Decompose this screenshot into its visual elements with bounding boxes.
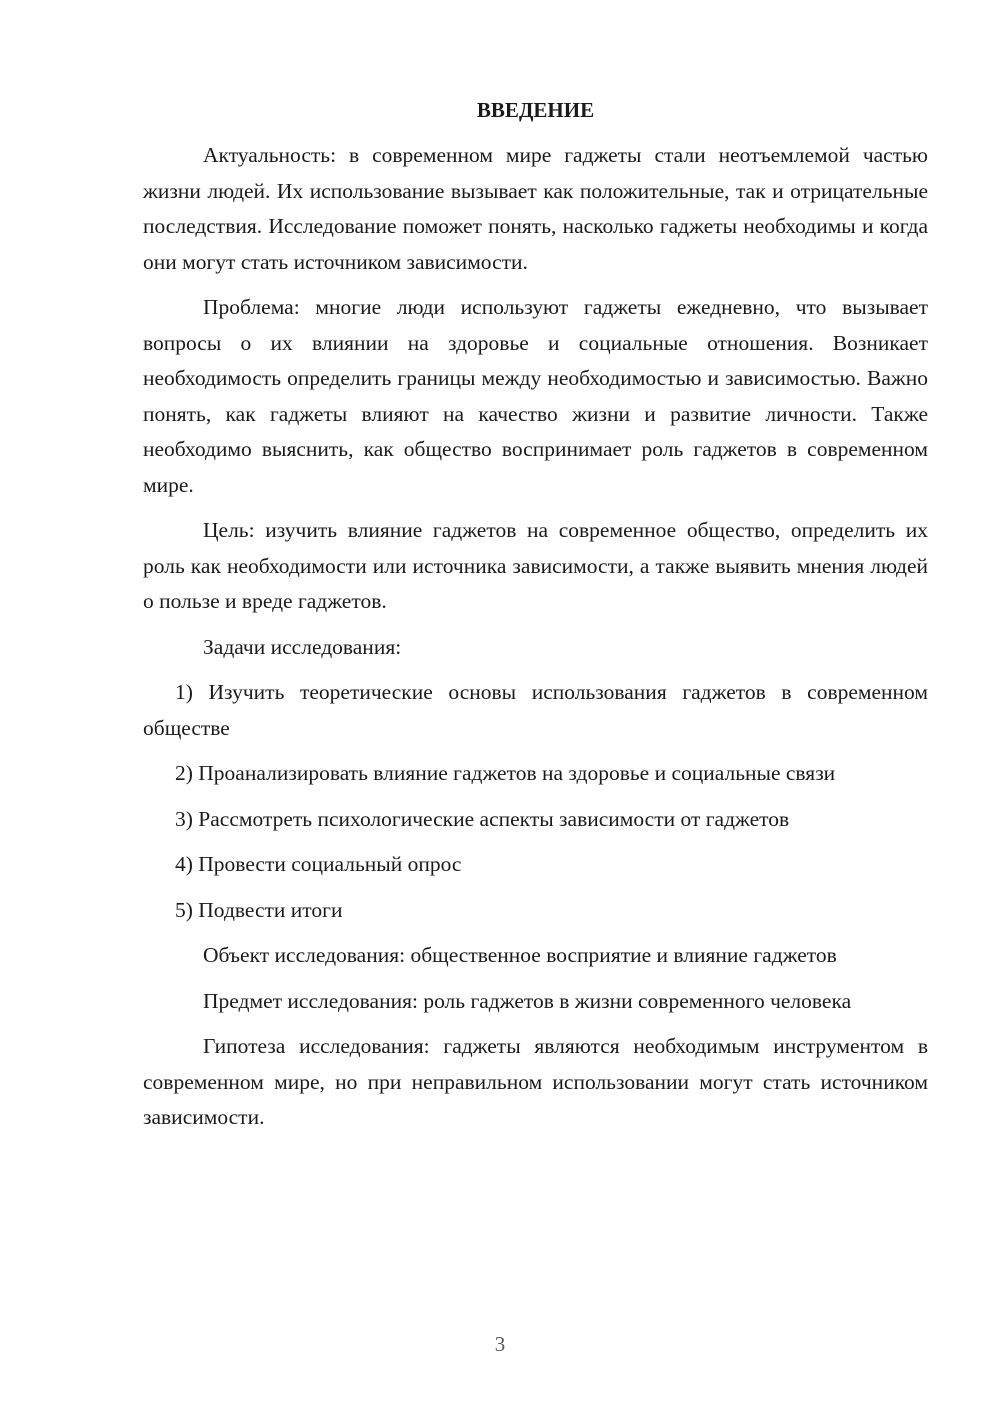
- task-item-4: 4) Провести социальный опрос: [175, 852, 462, 876]
- task-item-3: 3) Рассмотреть психологические аспекты зависимости от гаджетов: [175, 806, 790, 831]
- paragraph-goal: Цель: изучить влияние гаджетов на современное общество, определить их роль как необходимости или источника зависимости, а также выявить мнения людей о пользе и вреде гаджетов.: [143, 518, 928, 613]
- document-page: [143, 93, 928, 1146]
- page-title: ВВЕДЕНИЕ: [476, 98, 595, 122]
- paragraph-object: Объект исследования: общественное восприятие и влияние гаджетов: [203, 943, 837, 967]
- page-number: 3: [494, 1332, 506, 1356]
- paragraph-problem: Проблема: многие люди используют гаджеты ежедневно, что вызывает вопросы о их влиянии на здоровье и социальные отношения. Возникает необходимость определить границы между необходимостью и зависимостью. Важно понять, как гаджеты влияют на качество жизни и развитие личности. Также необходимо выяснить, как общество воспринимает роль гаджетов в современном мире.: [143, 295, 928, 497]
- paragraph-relevance: Актуальность: в современном мире гаджеты стали неотъемлемой частью жизни людей. Их использование вызывает как положительные, так и отрицательные последствия. Исследование поможет понять, насколько гаджеты необходимы и когда они могут стать источником зависимости.: [143, 143, 928, 274]
- task-item-1: 1) Изучить теоретические основы использования гаджетов в современном обществе: [143, 680, 928, 740]
- paragraph-subject: Предмет исследования: роль гаджетов в жизни современного человека: [203, 988, 852, 1013]
- paragraph-tasks-heading: Задачи исследования:: [203, 634, 402, 659]
- paragraph-hypothesis: Гипотеза исследования: гаджеты являются необходимым инструментом в современном мире, но при неправильном использовании могут стать источником зависимости.: [143, 1034, 928, 1129]
- task-item-5: 5) Подвести итоги: [175, 897, 343, 922]
- task-item-2: 2) Проанализировать влияние гаджетов на здоровье и социальные связи: [175, 761, 836, 785]
